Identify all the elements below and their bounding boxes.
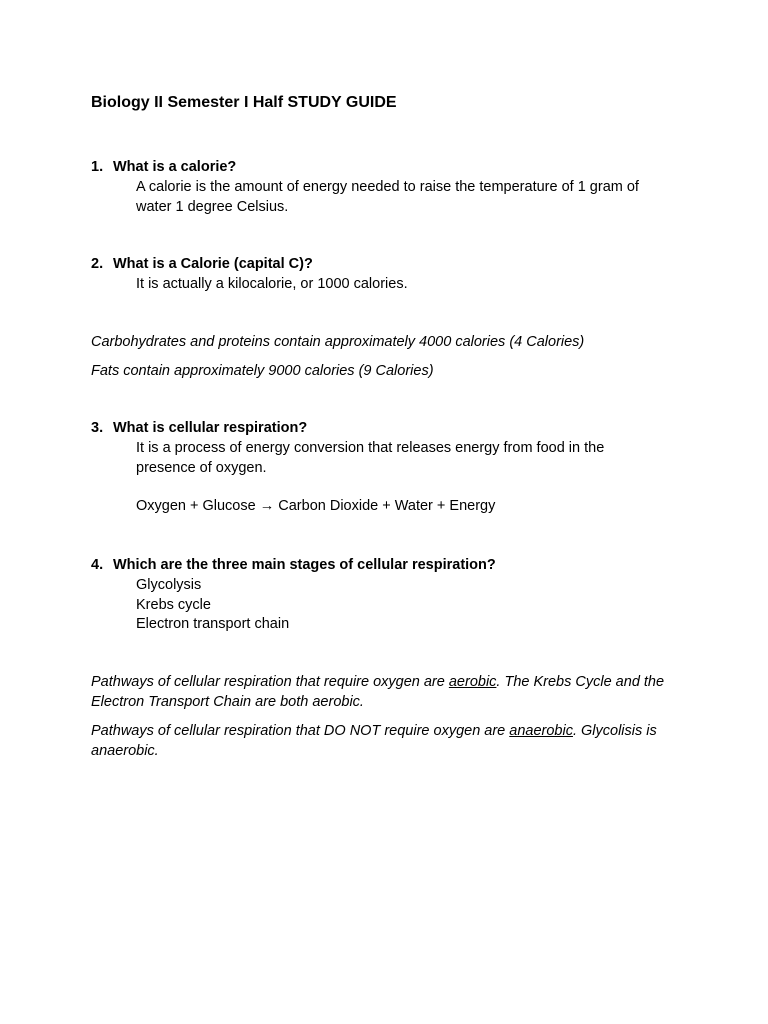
answer-line: It is actually a kilocalorie, or 1000 calories. (136, 276, 408, 292)
note-fats: Fats contain approximately 9000 calories (9 Calories) (91, 363, 434, 379)
equation-reactants: Oxygen + Glucose (136, 498, 256, 514)
question-number: 3. (91, 420, 104, 436)
note-text: . The Krebs Cycle and the Electron Transport Chain are both aerobic. (91, 674, 665, 710)
answer-line: It is a process of energy conversion that releases energy from food in the (136, 440, 605, 456)
arrow-icon: → (259, 498, 275, 514)
note-aerobic (91, 673, 671, 712)
page-title: Biology II Semester I Half STUDY GUIDE (91, 94, 397, 111)
stage-item: Krebs cycle (136, 596, 211, 613)
equation-products: Carbon Dioxide + Water + Energy (278, 498, 496, 514)
answer-line: water 1 degree Celsius. (136, 198, 289, 215)
answer-1 (136, 178, 639, 217)
answer-3 (136, 439, 604, 478)
question-number: 4. (91, 557, 104, 573)
question-3 (91, 420, 307, 436)
question-1 (91, 159, 236, 175)
question-number: 2. (91, 256, 104, 272)
question-4 (91, 557, 496, 573)
note-text: Pathways of cellular respiration that DO NOT require oxygen are (91, 723, 510, 739)
question-text: What is a Calorie (capital C)? (113, 256, 313, 272)
respiration-equation (136, 497, 495, 517)
note-anaerobic (91, 722, 671, 761)
stage-item: Glycolysis (136, 577, 202, 593)
answer-line: presence of oxygen. (136, 459, 267, 476)
question-number: 1. (91, 159, 104, 175)
note-carbs-proteins: Carbohydrates and proteins contain approximately 4000 calories (4 Calories) (91, 334, 585, 350)
question-text: Which are the three main stages of cellular respiration? (113, 557, 496, 573)
note-text: Pathways of cellular respiration that require oxygen are (91, 674, 449, 690)
note-text: . Glycolisis is anaerobic. (91, 723, 657, 759)
stage-item: Electron transport chain (136, 616, 290, 632)
question-text: What is a calorie? (113, 159, 237, 175)
question-text: What is cellular respiration? (113, 420, 308, 436)
term-aerobic: aerobic (448, 674, 497, 690)
answer-line: A calorie is the amount of energy needed to raise the temperature of 1 gram of (136, 179, 639, 195)
term-anaerobic: anaerobic (509, 723, 573, 739)
answer-2 (136, 275, 408, 295)
question-2 (91, 256, 313, 272)
answer-4 (136, 576, 289, 635)
